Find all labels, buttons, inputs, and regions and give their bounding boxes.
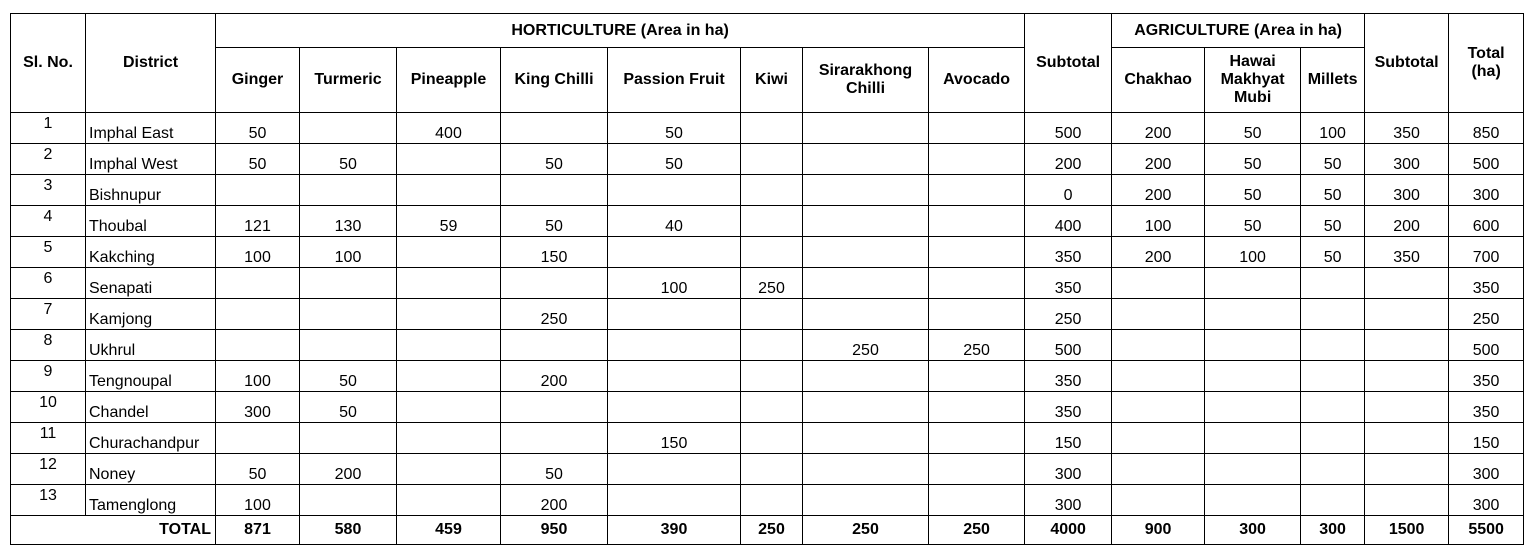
cell-turmeric: 200 <box>300 454 397 485</box>
cell-sirarakhong-chilli: 250 <box>803 330 929 361</box>
cell-agri-subtotal: 200 <box>1365 206 1449 237</box>
cell-district: Imphal West <box>86 144 216 175</box>
table-row <box>11 268 1524 299</box>
cell-total: 500 <box>1449 330 1524 361</box>
table-row <box>11 361 1524 392</box>
cell-hawai-makhyat-mubi: 50 <box>1205 175 1301 206</box>
cell-sl-no: 1 <box>11 113 86 144</box>
cell-chakhao: 200 <box>1112 113 1205 144</box>
cell-pineapple <box>397 330 501 361</box>
cell-ginger: 121 <box>216 206 300 237</box>
header-agriculture-group: AGRICULTURE (Area in ha) <box>1112 14 1365 48</box>
cell-avocado <box>929 423 1025 454</box>
cell-total: 850 <box>1449 113 1524 144</box>
header-avocado: Avocado <box>929 48 1025 113</box>
cell-passion-fruit: 50 <box>608 144 741 175</box>
cell-avocado <box>929 485 1025 516</box>
header-total: Total (ha) <box>1449 14 1524 113</box>
cell-chakhao <box>1112 299 1205 330</box>
total-hort-subtotal: 4000 <box>1025 516 1112 545</box>
cell-kiwi: 250 <box>741 268 803 299</box>
cell-passion-fruit <box>608 299 741 330</box>
cell-king-chilli: 50 <box>501 206 608 237</box>
table-row <box>11 485 1524 516</box>
cell-passion-fruit <box>608 454 741 485</box>
cell-avocado <box>929 454 1025 485</box>
cell-king-chilli <box>501 175 608 206</box>
header-district: District <box>86 14 216 113</box>
cell-total: 250 <box>1449 299 1524 330</box>
header-sirarakhong-chilli: Sirarakhong Chilli <box>803 48 929 113</box>
cell-agri-subtotal <box>1365 299 1449 330</box>
cell-ginger: 300 <box>216 392 300 423</box>
cell-district: Kamjong <box>86 299 216 330</box>
cell-turmeric <box>300 330 397 361</box>
totals-row <box>11 516 1524 545</box>
cell-sirarakhong-chilli <box>803 113 929 144</box>
cell-pineapple <box>397 423 501 454</box>
cell-passion-fruit <box>608 392 741 423</box>
cell-hort-subtotal: 500 <box>1025 113 1112 144</box>
table-row <box>11 423 1524 454</box>
cell-hort-subtotal: 500 <box>1025 330 1112 361</box>
cell-avocado <box>929 113 1025 144</box>
cell-hort-subtotal: 150 <box>1025 423 1112 454</box>
cell-king-chilli <box>501 392 608 423</box>
cell-hort-subtotal: 300 <box>1025 485 1112 516</box>
cell-pineapple <box>397 299 501 330</box>
cell-turmeric <box>300 175 397 206</box>
cell-king-chilli: 50 <box>501 454 608 485</box>
cell-passion-fruit <box>608 175 741 206</box>
cell-hawai-makhyat-mubi: 100 <box>1205 237 1301 268</box>
cell-hawai-makhyat-mubi: 50 <box>1205 206 1301 237</box>
cell-passion-fruit: 50 <box>608 113 741 144</box>
cell-kiwi <box>741 454 803 485</box>
cell-hawai-makhyat-mubi <box>1205 268 1301 299</box>
cell-ginger: 100 <box>216 485 300 516</box>
cell-king-chilli: 250 <box>501 299 608 330</box>
cell-turmeric: 50 <box>300 392 397 423</box>
cell-pineapple <box>397 392 501 423</box>
header-sl-no: Sl. No. <box>11 14 86 113</box>
cell-sl-no: 12 <box>11 454 86 485</box>
cell-ginger <box>216 268 300 299</box>
total-passion-fruit: 390 <box>608 516 741 545</box>
cell-turmeric <box>300 268 397 299</box>
cell-ginger <box>216 423 300 454</box>
header-row-columns <box>11 48 1524 113</box>
cell-turmeric: 130 <box>300 206 397 237</box>
cell-kiwi <box>741 392 803 423</box>
cell-turmeric <box>300 423 397 454</box>
cell-kiwi <box>741 144 803 175</box>
cell-chakhao: 200 <box>1112 175 1205 206</box>
cell-total: 700 <box>1449 237 1524 268</box>
header-hort-subtotal: Subtotal <box>1025 14 1112 113</box>
cell-avocado <box>929 175 1025 206</box>
cell-total: 300 <box>1449 175 1524 206</box>
cell-district: Kakching <box>86 237 216 268</box>
district-area-sheet <box>10 13 1524 545</box>
cell-agri-subtotal <box>1365 454 1449 485</box>
cell-turmeric <box>300 485 397 516</box>
cell-pineapple: 59 <box>397 206 501 237</box>
cell-hort-subtotal: 350 <box>1025 392 1112 423</box>
cell-district: Imphal East <box>86 113 216 144</box>
header-ginger: Ginger <box>216 48 300 113</box>
cell-millets <box>1301 485 1365 516</box>
cell-kiwi <box>741 299 803 330</box>
cell-agri-subtotal <box>1365 330 1449 361</box>
cell-millets: 50 <box>1301 206 1365 237</box>
cell-king-chilli: 50 <box>501 144 608 175</box>
cell-district: Tamenglong <box>86 485 216 516</box>
cell-agri-subtotal <box>1365 268 1449 299</box>
cell-passion-fruit: 100 <box>608 268 741 299</box>
cell-hawai-makhyat-mubi: 50 <box>1205 144 1301 175</box>
cell-millets <box>1301 454 1365 485</box>
cell-pineapple <box>397 485 501 516</box>
cell-chakhao <box>1112 423 1205 454</box>
header-passion-fruit: Passion Fruit <box>608 48 741 113</box>
cell-ginger <box>216 299 300 330</box>
cell-kiwi <box>741 237 803 268</box>
table-footer <box>11 516 1524 545</box>
cell-kiwi <box>741 485 803 516</box>
cell-sirarakhong-chilli <box>803 299 929 330</box>
header-kiwi: Kiwi <box>741 48 803 113</box>
cell-sirarakhong-chilli <box>803 485 929 516</box>
table-row <box>11 206 1524 237</box>
cell-millets <box>1301 330 1365 361</box>
total-avocado: 250 <box>929 516 1025 545</box>
cell-chakhao: 200 <box>1112 144 1205 175</box>
table-body <box>11 113 1524 516</box>
total-agri-subtotal: 1500 <box>1365 516 1449 545</box>
cell-millets <box>1301 299 1365 330</box>
cell-ginger <box>216 175 300 206</box>
cell-ginger: 50 <box>216 113 300 144</box>
cell-chakhao <box>1112 392 1205 423</box>
cell-total: 300 <box>1449 454 1524 485</box>
cell-kiwi <box>741 206 803 237</box>
header-row-groups <box>11 14 1524 48</box>
cell-king-chilli <box>501 330 608 361</box>
header-turmeric: Turmeric <box>300 48 397 113</box>
cell-pineapple <box>397 237 501 268</box>
header-horticulture-group: HORTICULTURE (Area in ha) <box>216 14 1025 48</box>
header-hawai-makhyat-mubi: Hawai Makhyat Mubi <box>1205 48 1301 113</box>
cell-passion-fruit <box>608 485 741 516</box>
cell-pineapple: 400 <box>397 113 501 144</box>
cell-ginger <box>216 330 300 361</box>
cell-agri-subtotal <box>1365 361 1449 392</box>
cell-sirarakhong-chilli <box>803 361 929 392</box>
cell-millets: 50 <box>1301 144 1365 175</box>
cell-ginger: 100 <box>216 361 300 392</box>
cell-total: 350 <box>1449 361 1524 392</box>
cell-sl-no: 6 <box>11 268 86 299</box>
cell-avocado <box>929 299 1025 330</box>
cell-king-chilli <box>501 268 608 299</box>
table-row <box>11 144 1524 175</box>
cell-avocado <box>929 268 1025 299</box>
total-millets: 300 <box>1301 516 1365 545</box>
cell-sl-no: 4 <box>11 206 86 237</box>
cell-king-chilli <box>501 423 608 454</box>
total-turmeric: 580 <box>300 516 397 545</box>
total-chakhao: 900 <box>1112 516 1205 545</box>
cell-kiwi <box>741 423 803 454</box>
cell-district: Noney <box>86 454 216 485</box>
total-hawai-makhyat-mubi: 300 <box>1205 516 1301 545</box>
cell-chakhao: 200 <box>1112 237 1205 268</box>
total-sirarakhong-chilli: 250 <box>803 516 929 545</box>
cell-sl-no: 13 <box>11 485 86 516</box>
cell-pineapple <box>397 361 501 392</box>
cell-sl-no: 9 <box>11 361 86 392</box>
cell-hort-subtotal: 400 <box>1025 206 1112 237</box>
cell-sirarakhong-chilli <box>803 237 929 268</box>
cell-passion-fruit: 40 <box>608 206 741 237</box>
cell-kiwi <box>741 330 803 361</box>
total-kiwi: 250 <box>741 516 803 545</box>
cell-turmeric: 100 <box>300 237 397 268</box>
cell-total: 350 <box>1449 392 1524 423</box>
cell-pineapple <box>397 268 501 299</box>
table-row <box>11 299 1524 330</box>
table-row <box>11 113 1524 144</box>
cell-agri-subtotal: 350 <box>1365 237 1449 268</box>
cell-turmeric <box>300 113 397 144</box>
cell-sl-no: 3 <box>11 175 86 206</box>
cell-total: 300 <box>1449 485 1524 516</box>
cell-avocado: 250 <box>929 330 1025 361</box>
total-king-chilli: 950 <box>501 516 608 545</box>
cell-chakhao <box>1112 361 1205 392</box>
cell-hort-subtotal: 350 <box>1025 268 1112 299</box>
area-table <box>10 13 1524 545</box>
cell-hawai-makhyat-mubi: 50 <box>1205 113 1301 144</box>
cell-hawai-makhyat-mubi <box>1205 454 1301 485</box>
cell-hort-subtotal: 250 <box>1025 299 1112 330</box>
header-chakhao: Chakhao <box>1112 48 1205 113</box>
table-row <box>11 392 1524 423</box>
cell-ginger: 50 <box>216 454 300 485</box>
cell-district: Chandel <box>86 392 216 423</box>
cell-millets: 50 <box>1301 175 1365 206</box>
cell-hawai-makhyat-mubi <box>1205 299 1301 330</box>
cell-ginger: 50 <box>216 144 300 175</box>
cell-pineapple <box>397 175 501 206</box>
total-grand: 5500 <box>1449 516 1524 545</box>
cell-millets <box>1301 268 1365 299</box>
cell-district: Tengnoupal <box>86 361 216 392</box>
total-ginger: 871 <box>216 516 300 545</box>
cell-total: 500 <box>1449 144 1524 175</box>
cell-sirarakhong-chilli <box>803 423 929 454</box>
cell-hort-subtotal: 200 <box>1025 144 1112 175</box>
cell-agri-subtotal <box>1365 485 1449 516</box>
cell-chakhao <box>1112 268 1205 299</box>
cell-district: Ukhrul <box>86 330 216 361</box>
cell-king-chilli: 200 <box>501 485 608 516</box>
cell-pineapple <box>397 144 501 175</box>
cell-agri-subtotal <box>1365 392 1449 423</box>
cell-hort-subtotal: 350 <box>1025 237 1112 268</box>
cell-sl-no: 5 <box>11 237 86 268</box>
cell-kiwi <box>741 113 803 144</box>
cell-hort-subtotal: 300 <box>1025 454 1112 485</box>
table-row <box>11 175 1524 206</box>
cell-avocado <box>929 237 1025 268</box>
cell-district: Senapati <box>86 268 216 299</box>
cell-millets <box>1301 392 1365 423</box>
cell-agri-subtotal: 300 <box>1365 144 1449 175</box>
cell-avocado <box>929 144 1025 175</box>
cell-king-chilli <box>501 113 608 144</box>
cell-hawai-makhyat-mubi <box>1205 485 1301 516</box>
cell-total: 150 <box>1449 423 1524 454</box>
cell-millets <box>1301 361 1365 392</box>
cell-hort-subtotal: 0 <box>1025 175 1112 206</box>
cell-total: 600 <box>1449 206 1524 237</box>
table-row <box>11 237 1524 268</box>
cell-sirarakhong-chilli <box>803 175 929 206</box>
cell-chakhao: 100 <box>1112 206 1205 237</box>
header-pineapple: Pineapple <box>397 48 501 113</box>
cell-total: 350 <box>1449 268 1524 299</box>
header-millets: Millets <box>1301 48 1365 113</box>
cell-sirarakhong-chilli <box>803 392 929 423</box>
cell-sirarakhong-chilli <box>803 454 929 485</box>
table-header <box>11 14 1524 113</box>
cell-passion-fruit: 150 <box>608 423 741 454</box>
header-agri-subtotal: Subtotal <box>1365 14 1449 113</box>
cell-agri-subtotal: 350 <box>1365 113 1449 144</box>
cell-agri-subtotal: 300 <box>1365 175 1449 206</box>
cell-ginger: 100 <box>216 237 300 268</box>
cell-passion-fruit <box>608 330 741 361</box>
cell-kiwi <box>741 361 803 392</box>
cell-district: Churachandpur <box>86 423 216 454</box>
cell-agri-subtotal <box>1365 423 1449 454</box>
cell-avocado <box>929 392 1025 423</box>
cell-turmeric: 50 <box>300 144 397 175</box>
cell-turmeric <box>300 299 397 330</box>
cell-passion-fruit <box>608 237 741 268</box>
cell-millets: 100 <box>1301 113 1365 144</box>
table-row <box>11 454 1524 485</box>
cell-hort-subtotal: 350 <box>1025 361 1112 392</box>
cell-chakhao <box>1112 485 1205 516</box>
cell-sl-no: 10 <box>11 392 86 423</box>
cell-kiwi <box>741 175 803 206</box>
cell-avocado <box>929 206 1025 237</box>
totals-label: TOTAL <box>11 516 216 545</box>
cell-chakhao <box>1112 330 1205 361</box>
cell-sl-no: 7 <box>11 299 86 330</box>
cell-king-chilli: 200 <box>501 361 608 392</box>
cell-district: Bishnupur <box>86 175 216 206</box>
cell-hawai-makhyat-mubi <box>1205 423 1301 454</box>
cell-passion-fruit <box>608 361 741 392</box>
cell-sirarakhong-chilli <box>803 206 929 237</box>
header-king-chilli: King Chilli <box>501 48 608 113</box>
table-row <box>11 330 1524 361</box>
total-pineapple: 459 <box>397 516 501 545</box>
cell-sl-no: 11 <box>11 423 86 454</box>
cell-pineapple <box>397 454 501 485</box>
cell-turmeric: 50 <box>300 361 397 392</box>
cell-sirarakhong-chilli <box>803 144 929 175</box>
cell-millets <box>1301 423 1365 454</box>
cell-chakhao <box>1112 454 1205 485</box>
cell-sl-no: 2 <box>11 144 86 175</box>
cell-sl-no: 8 <box>11 330 86 361</box>
cell-millets: 50 <box>1301 237 1365 268</box>
cell-avocado <box>929 361 1025 392</box>
cell-sirarakhong-chilli <box>803 268 929 299</box>
cell-hawai-makhyat-mubi <box>1205 361 1301 392</box>
cell-king-chilli: 150 <box>501 237 608 268</box>
cell-hawai-makhyat-mubi <box>1205 392 1301 423</box>
cell-hawai-makhyat-mubi <box>1205 330 1301 361</box>
cell-district: Thoubal <box>86 206 216 237</box>
